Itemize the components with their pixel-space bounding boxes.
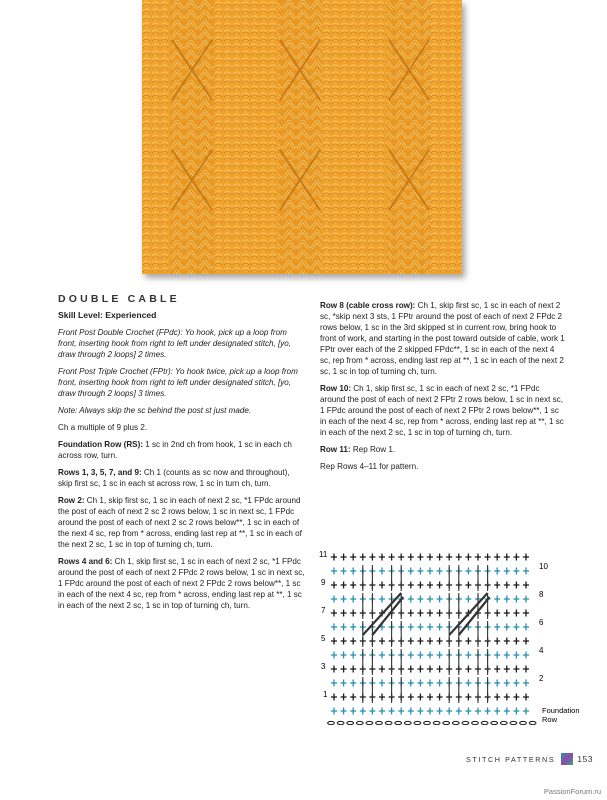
sc-stitch bbox=[341, 554, 347, 561]
chain-stitch bbox=[452, 721, 459, 724]
sc-stitch bbox=[437, 554, 443, 561]
watermark: PassionForum.ru bbox=[543, 787, 601, 796]
sc-stitch bbox=[341, 666, 347, 673]
sc-stitch bbox=[494, 708, 500, 715]
row-8 bbox=[320, 300, 566, 377]
sc-stitch bbox=[341, 694, 347, 701]
sc-stitch bbox=[427, 652, 433, 659]
left-column bbox=[58, 294, 306, 617]
stitch-chart bbox=[318, 545, 588, 725]
row-number-5: 5 bbox=[321, 634, 326, 643]
chain-stitch bbox=[395, 721, 402, 724]
sc-stitch bbox=[379, 638, 385, 645]
row-text: Ch 1, skip first sc, 1 sc in each of next 2 sc, *1 FPdc around the post of each of next 2 FPdc 2 rows below, 1 sc in next sc, 1 FPdc around the post of each of next 2 FPdc 2 rows below**, 1 sc in each of the next 4 sc, rep from * across, ending last rep at **, 1 sc in each of the next 2 sc, 1 sc in top of turning ch, turn. bbox=[58, 557, 305, 610]
sc-stitch bbox=[437, 694, 443, 701]
sc-stitch bbox=[523, 568, 529, 575]
note: Note: Always skip the sc behind the post st just made. bbox=[58, 406, 252, 415]
sc-stitch bbox=[437, 652, 443, 659]
sc-stitch bbox=[350, 554, 356, 561]
sc-stitch bbox=[465, 652, 471, 659]
row-text: 1 sc in 2nd ch from hook, 1 sc in each ch across row, turn. bbox=[58, 440, 292, 460]
sc-stitch bbox=[523, 680, 529, 687]
sc-stitch bbox=[408, 596, 414, 603]
sc-stitch bbox=[446, 708, 452, 715]
sc-stitch bbox=[465, 568, 471, 575]
row-label: Rows 4 and 6: bbox=[58, 557, 113, 566]
sc-stitch bbox=[379, 680, 385, 687]
row-text: Ch 1, skip first sc, 1 sc in each of next 2 sc, *1 FPdc around the post of each of next 2 FPtr 2 rows below, 1 sc in next sc, 1 FPdc around the post of each of next 2 FPtr 2 rows below**, 1 sc in each of the next 4 sc, rep from * across, ending last rep at **, 1 sc in each of the next 2 sc, 1 sc in top of turning ch, turn. bbox=[320, 384, 564, 437]
sc-stitch bbox=[513, 596, 519, 603]
sc-stitch bbox=[465, 596, 471, 603]
sc-stitch bbox=[427, 680, 433, 687]
chain-stitch bbox=[510, 721, 517, 724]
sc-stitch bbox=[494, 694, 500, 701]
sc-stitch bbox=[331, 680, 337, 687]
sc-stitch bbox=[408, 624, 414, 631]
row-label: Row 2: bbox=[58, 496, 85, 505]
row-label: Row 11: bbox=[320, 445, 351, 454]
sc-stitch bbox=[379, 708, 385, 715]
row-number-11: 11 bbox=[319, 550, 328, 559]
row-odd bbox=[58, 467, 306, 489]
sc-stitch bbox=[417, 652, 423, 659]
chain-stitch bbox=[491, 721, 498, 724]
sc-stitch bbox=[504, 652, 510, 659]
row-label: Row 8 (cable cross row): bbox=[320, 301, 416, 310]
page-number: 153 bbox=[577, 754, 593, 764]
sc-stitch bbox=[504, 568, 510, 575]
sc-stitch bbox=[417, 638, 423, 645]
sc-stitch bbox=[408, 568, 414, 575]
sc-stitch bbox=[494, 624, 500, 631]
sc-stitch bbox=[369, 554, 375, 561]
chain-instruction: Ch a multiple of 9 plus 2. bbox=[58, 423, 148, 432]
chain-stitch bbox=[328, 721, 335, 724]
sc-stitch bbox=[417, 624, 423, 631]
sc-stitch bbox=[379, 694, 385, 701]
sc-stitch bbox=[408, 666, 414, 673]
sc-stitch bbox=[504, 708, 510, 715]
sc-stitch bbox=[513, 554, 519, 561]
sc-stitch bbox=[456, 708, 462, 715]
sc-stitch bbox=[494, 610, 500, 617]
row-number-3: 3 bbox=[321, 662, 326, 671]
sc-stitch bbox=[465, 694, 471, 701]
sc-stitch bbox=[379, 652, 385, 659]
sc-stitch bbox=[437, 638, 443, 645]
sc-stitch bbox=[350, 694, 356, 701]
sc-stitch bbox=[465, 666, 471, 673]
sc-stitch bbox=[341, 582, 347, 589]
abbrev-fptr: Front Post Triple Crochet (FPtr): Yo hook twice, pick up a loop from front, inserting hook from right to left under designated stitch, [yo, draw through 2 loops] 3 times. bbox=[58, 367, 298, 398]
chain-stitch bbox=[481, 721, 488, 724]
sc-stitch bbox=[341, 652, 347, 659]
sc-stitch bbox=[437, 708, 443, 715]
sc-stitch bbox=[494, 582, 500, 589]
sc-stitch bbox=[513, 638, 519, 645]
sc-stitch bbox=[408, 694, 414, 701]
sc-stitch bbox=[341, 638, 347, 645]
sc-stitch bbox=[485, 708, 491, 715]
sc-stitch bbox=[485, 554, 491, 561]
sc-stitch bbox=[408, 652, 414, 659]
row-number-6: 6 bbox=[539, 618, 544, 627]
chain-stitch bbox=[356, 721, 363, 724]
row-number-7: 7 bbox=[321, 606, 326, 615]
sc-stitch bbox=[427, 694, 433, 701]
sc-stitch bbox=[350, 708, 356, 715]
sc-stitch bbox=[494, 596, 500, 603]
sc-stitch bbox=[437, 568, 443, 575]
row-number-2: 2 bbox=[539, 674, 544, 683]
sc-stitch bbox=[513, 582, 519, 589]
sc-stitch bbox=[417, 666, 423, 673]
sc-stitch bbox=[350, 624, 356, 631]
row-4-6 bbox=[58, 556, 306, 611]
row-text: Ch 1, skip first sc, 1 sc in each of next 2 sc, *1 FPdc around the post of each of next 2 sc 2 rows below, 1 sc in next sc, 1 FPdc around the post of each of next 2 sc 2 rows below**, 1 sc in each of the next 4 sc, rep from * across, ending last rep at **, 1 sc in each of the next 2 sc, 1 sc in top of turning ch, turn. bbox=[58, 496, 302, 549]
row-2 bbox=[58, 495, 306, 550]
sc-stitch bbox=[446, 554, 452, 561]
sc-stitch bbox=[350, 680, 356, 687]
sc-stitch bbox=[350, 568, 356, 575]
sc-stitch bbox=[417, 694, 423, 701]
chain-stitch bbox=[347, 721, 354, 724]
row-number-1: 1 bbox=[323, 690, 328, 699]
chain-stitch bbox=[500, 721, 507, 724]
sc-stitch bbox=[331, 568, 337, 575]
sc-stitch bbox=[417, 610, 423, 617]
sc-stitch bbox=[475, 554, 481, 561]
sc-stitch bbox=[504, 582, 510, 589]
sc-stitch bbox=[504, 554, 510, 561]
sc-stitch bbox=[504, 596, 510, 603]
sc-stitch bbox=[494, 666, 500, 673]
sc-stitch bbox=[341, 680, 347, 687]
sc-stitch bbox=[513, 666, 519, 673]
sc-stitch bbox=[350, 610, 356, 617]
chain-stitch bbox=[462, 721, 469, 724]
sc-stitch bbox=[513, 624, 519, 631]
cable-cross bbox=[459, 597, 490, 635]
chain-stitch bbox=[529, 721, 536, 724]
sc-stitch bbox=[389, 554, 395, 561]
sc-stitch bbox=[379, 666, 385, 673]
row-foundation bbox=[58, 439, 306, 461]
chain-stitch bbox=[337, 721, 344, 724]
sc-stitch bbox=[408, 638, 414, 645]
sc-stitch bbox=[379, 596, 385, 603]
sc-stitch bbox=[513, 610, 519, 617]
row-number-4: 4 bbox=[539, 646, 544, 655]
sc-stitch bbox=[389, 708, 395, 715]
sc-stitch bbox=[398, 554, 404, 561]
sc-stitch bbox=[427, 554, 433, 561]
sc-stitch bbox=[331, 596, 337, 603]
foundation-label-row: Row bbox=[542, 715, 558, 724]
sc-stitch bbox=[427, 666, 433, 673]
sc-stitch bbox=[504, 638, 510, 645]
sc-stitch bbox=[408, 554, 414, 561]
sc-stitch bbox=[350, 638, 356, 645]
chain-stitch bbox=[376, 721, 383, 724]
sc-stitch bbox=[504, 680, 510, 687]
sc-stitch bbox=[523, 596, 529, 603]
cable-cross bbox=[372, 597, 403, 635]
sc-stitch bbox=[504, 694, 510, 701]
sc-stitch bbox=[341, 708, 347, 715]
skill-level: Skill Level: Experienced bbox=[58, 310, 157, 320]
sc-stitch bbox=[513, 694, 519, 701]
sc-stitch bbox=[437, 666, 443, 673]
sc-stitch bbox=[408, 680, 414, 687]
foundation-label: Foundation bbox=[542, 706, 580, 715]
sc-stitch bbox=[523, 638, 529, 645]
sc-stitch bbox=[465, 680, 471, 687]
sc-stitch bbox=[427, 638, 433, 645]
chain-stitch bbox=[414, 721, 421, 724]
sc-stitch bbox=[427, 708, 433, 715]
row-label: Row 10: bbox=[320, 384, 352, 393]
sc-stitch bbox=[331, 582, 337, 589]
chain-stitch bbox=[424, 721, 431, 724]
sc-stitch bbox=[465, 582, 471, 589]
sc-stitch bbox=[427, 610, 433, 617]
row-label: Rows 1, 3, 5, 7, and 9: bbox=[58, 468, 142, 477]
chain-stitch bbox=[472, 721, 479, 724]
sc-stitch bbox=[341, 596, 347, 603]
stitch-chart-svg bbox=[318, 545, 588, 725]
chain-stitch bbox=[433, 721, 440, 724]
chain-stitch bbox=[366, 721, 373, 724]
sc-stitch bbox=[331, 624, 337, 631]
sc-stitch bbox=[494, 554, 500, 561]
sc-stitch bbox=[417, 582, 423, 589]
sc-stitch bbox=[379, 568, 385, 575]
sc-stitch bbox=[350, 666, 356, 673]
sc-stitch bbox=[398, 708, 404, 715]
sc-stitch bbox=[494, 568, 500, 575]
footer-section: STITCH PATTERNS bbox=[466, 754, 556, 764]
sc-stitch bbox=[513, 680, 519, 687]
row-11 bbox=[320, 444, 566, 455]
row-number-10: 10 bbox=[539, 562, 548, 571]
sc-stitch bbox=[523, 610, 529, 617]
sc-stitch bbox=[437, 610, 443, 617]
sc-stitch bbox=[504, 666, 510, 673]
sc-stitch bbox=[417, 596, 423, 603]
sc-stitch bbox=[417, 708, 423, 715]
sc-stitch bbox=[379, 554, 385, 561]
sc-stitch bbox=[523, 624, 529, 631]
row-text: Ch 1, skip first sc, 1 sc in each of next 2 sc, *skip next 3 sts, 1 FPtr around the post of each of next 2 FPdc 2 rows below, 1 sc in the 3rd skipped st in current row, bring hook to front of work, and starting in the post toward outside of cable, work 1 FPtr over each of the 2 skipped FPdc**, 1 sc in each of the next 4 sc, rep from * across, ending last rep at **, 1 sc in each of the next 2 sc, 1 sc in top of turning ch, turn. bbox=[320, 301, 565, 376]
sc-stitch bbox=[360, 554, 366, 561]
section-title: DOUBLE CABLE bbox=[58, 293, 180, 305]
sc-stitch bbox=[360, 708, 366, 715]
sc-stitch bbox=[494, 652, 500, 659]
right-column bbox=[320, 300, 566, 478]
row-10 bbox=[320, 383, 566, 438]
sc-stitch bbox=[523, 666, 529, 673]
sc-stitch bbox=[437, 680, 443, 687]
sc-stitch bbox=[408, 708, 414, 715]
sc-stitch bbox=[417, 554, 423, 561]
sc-stitch bbox=[427, 582, 433, 589]
sc-stitch bbox=[523, 694, 529, 701]
publisher-logo-icon bbox=[561, 753, 573, 765]
sc-stitch bbox=[513, 652, 519, 659]
sc-stitch bbox=[456, 554, 462, 561]
sc-stitch bbox=[437, 582, 443, 589]
repeat-instruction: Rep Rows 4–11 for pattern. bbox=[320, 462, 419, 471]
sc-stitch bbox=[465, 638, 471, 645]
sc-stitch bbox=[504, 624, 510, 631]
row-number-8: 8 bbox=[539, 590, 544, 599]
sc-stitch bbox=[437, 624, 443, 631]
sc-stitch bbox=[350, 582, 356, 589]
sc-stitch bbox=[465, 554, 471, 561]
sc-stitch bbox=[523, 554, 529, 561]
sc-stitch bbox=[504, 610, 510, 617]
sc-stitch bbox=[427, 624, 433, 631]
row-text: Ch 1 (counts as sc now and throughout), skip first sc, 1 sc in each st across row, 1 sc in turn ch, turn. bbox=[58, 468, 290, 488]
sc-stitch bbox=[513, 708, 519, 715]
sc-stitch bbox=[494, 680, 500, 687]
row-text: Rep Row 1. bbox=[350, 445, 396, 454]
sc-stitch bbox=[331, 666, 337, 673]
sc-stitch bbox=[408, 582, 414, 589]
sc-stitch bbox=[523, 652, 529, 659]
sc-stitch bbox=[513, 568, 519, 575]
sc-stitch bbox=[341, 610, 347, 617]
sc-stitch bbox=[369, 708, 375, 715]
sc-stitch bbox=[350, 596, 356, 603]
chain-stitch bbox=[385, 721, 392, 724]
sc-stitch bbox=[475, 708, 481, 715]
stitch-grid bbox=[328, 554, 536, 725]
sc-stitch bbox=[379, 582, 385, 589]
sc-stitch bbox=[341, 568, 347, 575]
sc-stitch bbox=[408, 610, 414, 617]
sc-stitch bbox=[331, 708, 337, 715]
sc-stitch bbox=[331, 610, 337, 617]
sc-stitch bbox=[465, 708, 471, 715]
sc-stitch bbox=[417, 680, 423, 687]
sc-stitch bbox=[341, 624, 347, 631]
page-footer bbox=[466, 753, 593, 765]
sc-stitch bbox=[494, 638, 500, 645]
sc-stitch bbox=[331, 554, 337, 561]
sc-stitch bbox=[523, 582, 529, 589]
row-number-9: 9 bbox=[321, 578, 326, 587]
row-label: Foundation Row (RS): bbox=[58, 440, 143, 449]
chain-stitch bbox=[443, 721, 450, 724]
sc-stitch bbox=[437, 596, 443, 603]
sc-stitch bbox=[331, 652, 337, 659]
sc-stitch bbox=[350, 652, 356, 659]
sc-stitch bbox=[417, 568, 423, 575]
chain-stitch bbox=[520, 721, 527, 724]
sc-stitch bbox=[331, 638, 337, 645]
chain-stitch bbox=[404, 721, 411, 724]
swatch-photo bbox=[142, 0, 462, 274]
sc-stitch bbox=[331, 694, 337, 701]
sc-stitch bbox=[427, 568, 433, 575]
sc-stitch bbox=[523, 708, 529, 715]
abbrev-fpdc: Front Post Double Crochet (FPdc): Yo hook, pick up a loop from front, inserting hook from right to left under designated stitch, [yo, draw through 2 loops] 2 times. bbox=[58, 328, 292, 359]
sc-stitch bbox=[427, 596, 433, 603]
